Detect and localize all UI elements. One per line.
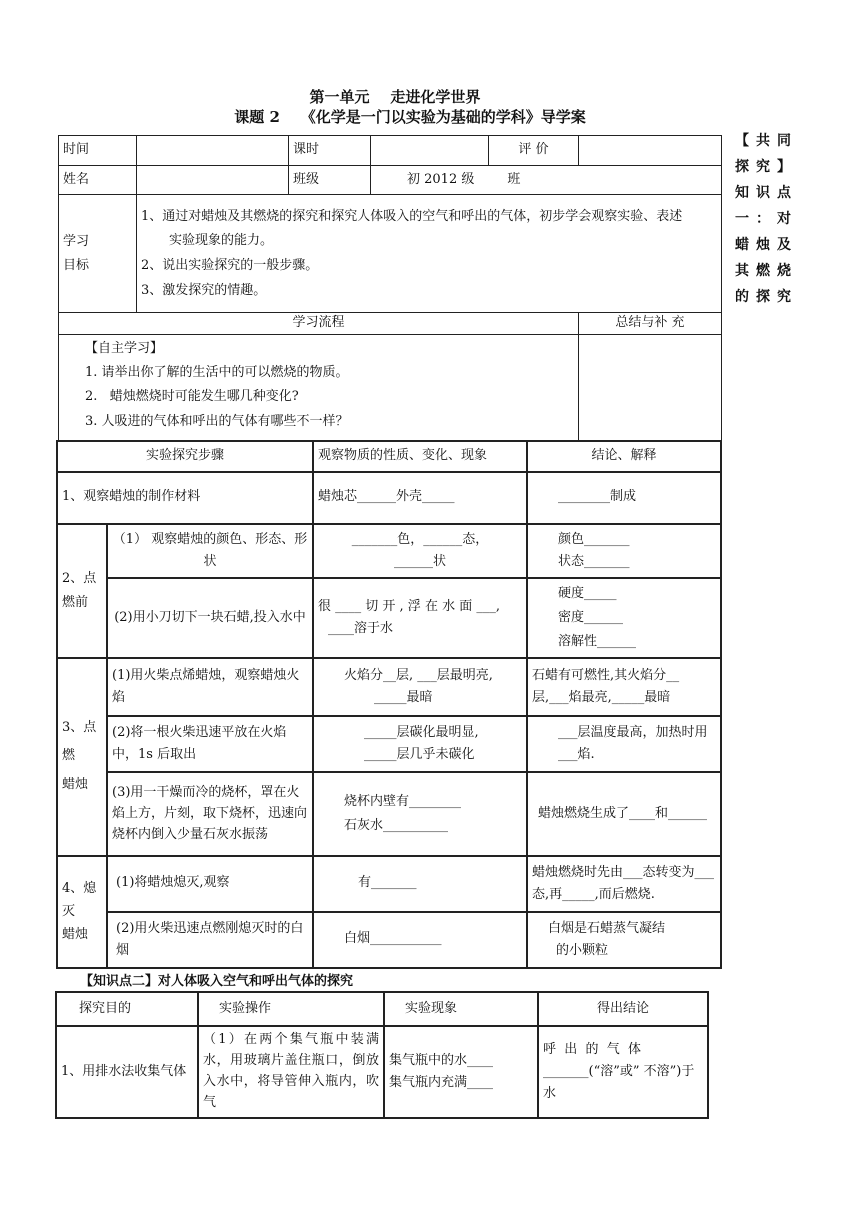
r4b-step: (2)用火柴迅速点燃刚熄灭时的白烟 [107,912,313,968]
r3a-conclusion [527,658,721,716]
r3c-observe-1: 烧杯内壁有________ [344,794,462,810]
r4b-con-2: 的小颗粒 [556,942,609,958]
r3b-observe-2: _____层几乎未碳化 [364,746,475,762]
side-note-line: 蜡烛及 [735,237,791,253]
r2b-observe-2: ____溶于水 [328,620,394,636]
r4a-conclusion: 蜡烛燃烧时先由___态转变为___态,再_____,而后燃烧. [527,856,721,912]
side-note-line: 知识点 [735,185,791,201]
r3a-observe [313,658,527,716]
breath-table [55,991,709,1119]
self-study-cell [59,335,579,441]
time-label: 时间 [59,136,137,166]
g2-label: 2、点 燃前 [57,524,107,658]
summary-label: 总结与补 充 [579,313,722,335]
r2a-observe [313,524,527,578]
period-label: 课时 [289,136,371,166]
goal-item: 1、通过对蜡烛及其燃烧的探究和探究人体吸入的空气和呼出的气体，初步学会观察实验、表述 [141,208,683,224]
experiment-table [56,440,722,969]
r4b-observe: 白烟___________ [313,912,527,968]
goals-cell [137,195,722,313]
breath-r1-phenomenon [384,1026,538,1118]
lesson-title: 课题 2 《化学是一门以实验为基础的学科》导学案 [234,108,586,126]
r4b-con-1: 白烟是石蜡蒸气凝结 [548,920,666,936]
r3c-step: (3)用一干燥而冷的烧杯，罩在火焰上方，片刻，取下烧杯，迅速向烧杯内倒入少量石灰水振荡 [107,772,313,856]
side-note-line: 【共同 [735,133,791,149]
breath-header-operation: 实验操作 [198,992,384,1026]
r3b-conclusion: ___层温度最高，加热时用___焰. [527,716,721,772]
side-note-line: 一：对 [735,211,791,227]
r1-observe: 蜡烛芯______外壳_____ [313,472,527,524]
r3a-con-2: 层,___焰最亮,_____最暗 [532,689,671,705]
r3b-observe-1: _____层碳化最明显, [364,724,479,740]
process-label: 学习流程 [59,313,579,335]
exp-header-step: 实验探究步骤 [57,441,313,472]
breath-r1-purpose: 1、用排水法收集气体 [56,1026,198,1118]
r2a-con-1: 颜色_______ [558,531,630,547]
r2a-observe-1: _______色，______态， [351,531,489,547]
name-label: 姓名 [59,165,137,195]
r3a-con-1: 石蜡有可燃性,其火焰分__ [532,667,680,683]
r3b-observe [313,716,527,772]
r3c-observe [313,772,527,856]
unit-title: 第一单元 走进化学世界 [309,88,481,106]
goals-label: 学习 目标 [59,195,137,313]
r4b-conclusion [527,912,721,968]
r1-conclusion: ________制成 [527,472,721,524]
r2b-step: (2)用小刀切下一块石蜡,投入水中 [107,578,313,658]
side-note-line: 探究】 [735,159,791,175]
r3b-step: (2)将一根火柴迅速平放在火焰中，1s 后取出 [107,716,313,772]
r2b-conclusion [527,578,721,658]
breath-r1-conclusion: 呼 出 的 气 体 _______(“溶”或” 不溶”)于水 [538,1026,708,1118]
self-study-title: 【自主学习】 [85,341,164,357]
breath-header-conclusion: 得出结论 [538,992,708,1026]
r3c-observe-2: 石灰水__________ [344,817,449,833]
r2b-observe [313,578,527,658]
r2a-con-2: 状态_______ [558,553,630,569]
r2a-step: （1） 观察蜡烛的颜色、形态、形状 [107,524,313,578]
r2a-observe-2: ______状 [394,553,447,569]
r1-step: 1、观察蜡烛的制作材料 [57,472,313,524]
time-value[interactable] [137,136,289,166]
self-study-item: 1. 请举出你了解的生活中的可以燃烧的物质。 [85,365,349,381]
breath-header-purpose: 探究目的 [56,992,198,1026]
r4a-step: (1)将蜡烛熄灭,观察 [107,856,313,912]
self-study-item: 2. 蜡烛燃烧时可能发生哪几种变化? [85,389,299,405]
r3a-step: (1)用火柴点烯蜡烛，观察蜡烛火焰 [107,658,313,716]
eval-label: 评 价 [489,136,579,166]
side-note [735,128,791,310]
breath-r1-phen-1: 集气瓶中的水____ [389,1052,494,1068]
g3-label: 3、点燃 蜡烛 [57,658,107,856]
goal-item: 3、激发探究的情趣。 [141,282,267,298]
exp-header-observe: 观察物质的性质、变化、现象 [313,441,527,472]
header-table [58,135,722,441]
r3a-observe-2: _____最暗 [374,689,433,705]
g4-label: 4、熄灭 蜡烛 [57,856,107,968]
r4a-observe: 有_______ [313,856,527,912]
self-study-item: 3. 人吸进的气体和呼出的气体有哪些不一样？ [85,413,349,429]
breath-header-phenomenon: 实验现象 [384,992,538,1026]
breath-r1-operation: （1）在两个集气瓶中装满水，用玻璃片盖住瓶口，倒放入水中，将导管伸入瓶内，吹气 [198,1026,384,1118]
r2b-con-3: 溶解性______ [558,633,637,649]
goal-item: 2、说出实验探究的一般步骤。 [141,257,319,273]
section2-title: 【知识点二】对人体吸入空气和呼出气体的探究 [80,974,354,989]
side-note-line: 其燃烧 [735,263,791,279]
side-note-line: 的探究 [735,289,791,305]
summary-cell[interactable] [579,335,722,441]
exp-header-conclusion: 结论、解释 [527,441,721,472]
eval-value[interactable] [579,136,722,166]
period-value[interactable] [371,136,489,166]
goal-item: 实验现象的能力。 [169,233,274,249]
r2b-observe-1: 很 ____ 切 开 , 浮 在 水 面 ___, [318,598,500,614]
r2b-con-2: 密度______ [558,609,624,625]
class-label: 班级 [289,165,371,195]
r3c-conclusion: 蜡烛燃烧生成了____和______ [527,772,721,856]
r3a-observe-1: 火焰分__层, ___层最明亮, [344,667,493,683]
class-value: 初 2012 级 班 [371,165,722,195]
r2b-con-1: 硬度_____ [558,585,617,601]
r2a-conclusion [527,524,721,578]
breath-r1-phen-2: 集气瓶内充满____ [389,1075,494,1090]
name-value[interactable] [137,165,289,195]
